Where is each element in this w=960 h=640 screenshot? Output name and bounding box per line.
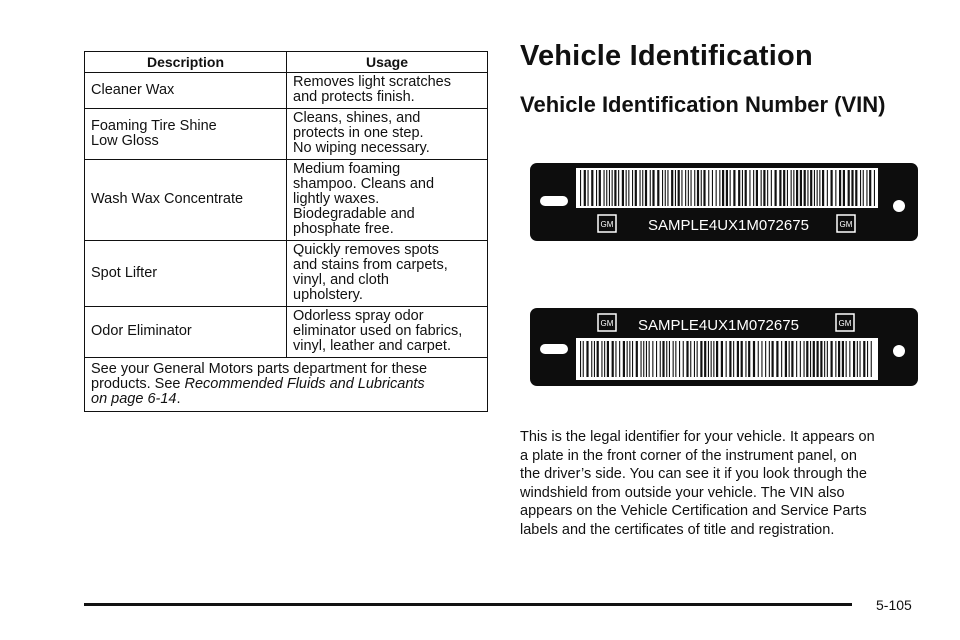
barcode-bar [842, 341, 844, 377]
barcode-bar [745, 170, 747, 206]
barcode-bar [691, 170, 692, 206]
barcode-bar [817, 170, 818, 206]
barcode-bar [775, 170, 777, 206]
barcode-bar [857, 341, 858, 377]
barcode-bar [708, 341, 709, 377]
barcode-bar [733, 341, 734, 377]
barcode-bar [819, 170, 820, 206]
vin-number: SAMPLE4UX1M072675 [638, 317, 799, 334]
barcode-bar [632, 341, 633, 377]
row-description: Odor Eliminator [85, 307, 287, 358]
barcode-bar [591, 170, 593, 206]
barcode-bar [738, 170, 740, 206]
vin-plate-illustration [530, 308, 918, 386]
barcode-bar [771, 170, 772, 206]
barcode-bar [618, 170, 619, 206]
vin-plate-graphic [530, 163, 918, 241]
barcode-bar [721, 341, 723, 377]
table-header-row [85, 52, 488, 73]
barcode-bar [686, 341, 688, 377]
barcode-bar [769, 341, 770, 377]
barcode-bar [871, 341, 872, 377]
barcode-bar [866, 170, 867, 206]
barcode-bar [800, 341, 801, 377]
barcode-bar [704, 341, 706, 377]
row-description: Foaming Tire Shine Low Gloss [85, 109, 287, 160]
barcode-bar [772, 341, 774, 377]
barcode-bar [748, 341, 750, 377]
cross-reference-link-page[interactable]: on page 6-14 [91, 391, 177, 407]
subsection-title: Vehicle Identification Number (VIN) [520, 92, 886, 117]
barcode-bar [848, 170, 850, 206]
vin-plate-illustration [530, 163, 918, 241]
svg-text:GM: GM [600, 319, 614, 328]
barcode-bar [817, 341, 819, 377]
barcode-bar [669, 341, 670, 377]
barcode-bar [580, 170, 581, 206]
barcode-bar [591, 341, 592, 377]
barcode-bar [849, 341, 850, 377]
barcode-bar [606, 170, 607, 206]
plate-rivet-icon [893, 200, 905, 212]
barcode-bar [645, 170, 647, 206]
barcode-bar [711, 341, 712, 377]
barcode-bar [785, 341, 787, 377]
barcode-bar [831, 170, 833, 206]
barcode-bar [776, 341, 778, 377]
barcode-bar [719, 170, 720, 206]
barcode-bar [796, 341, 797, 377]
barcode-bar [588, 170, 589, 206]
barcode-bar [697, 170, 699, 206]
barcode-bar [779, 170, 781, 206]
barcode-bar [646, 341, 647, 377]
barcode-bar [665, 170, 666, 206]
cross-reference-link[interactable]: Recommended Fluids and Lubricants [184, 376, 425, 392]
barcode-bar [662, 170, 663, 206]
barcode-bar [667, 170, 668, 206]
barcode-bar [675, 341, 676, 377]
barcode-bar [636, 341, 638, 377]
barcode-bar [787, 170, 788, 206]
barcode-bar [810, 170, 812, 206]
barcode-bar [688, 170, 689, 206]
barcode-bar [860, 341, 861, 377]
barcode-bar [586, 341, 588, 377]
barcode-bar [612, 170, 613, 206]
table-note-row [85, 358, 488, 412]
barcode-bar [869, 170, 871, 206]
barcode-bar [697, 341, 698, 377]
barcode-bar [726, 170, 728, 206]
row-usage: Quickly removes spots and stains from carpets, vinyl, and cloth upholstery. [287, 241, 488, 307]
barcode-bar [635, 170, 637, 206]
vin-number: SAMPLE4UX1M072675 [648, 217, 809, 234]
barcode-bar [584, 170, 586, 206]
barcode-bar [662, 341, 664, 377]
barcode-bar [758, 341, 759, 377]
barcode-bar [804, 341, 805, 377]
barcode-bar [851, 170, 853, 206]
barcode-bar [855, 170, 857, 206]
row-description: Wash Wax Concentrate [85, 160, 287, 241]
plate-slot-icon [540, 196, 568, 206]
barcode-bar [599, 170, 601, 206]
barcode-bar [838, 341, 840, 377]
barcode-bar [835, 170, 836, 206]
barcode-bar [716, 341, 718, 377]
barcode-bar [604, 341, 605, 377]
barcode-bar [652, 341, 653, 377]
table-row [85, 160, 488, 241]
barcode-bar [860, 170, 861, 206]
barcode-bar [666, 341, 667, 377]
barcode-bar [716, 170, 717, 206]
barcode-bar [627, 341, 628, 377]
barcode-bar [741, 341, 743, 377]
barcode-bar [846, 341, 847, 377]
barcode-bar [675, 170, 676, 206]
barcode-bar [652, 170, 654, 206]
row-usage: Removes light scratches and protects finish. [287, 73, 488, 109]
barcode-bar [730, 170, 731, 206]
barcode-bar [820, 341, 822, 377]
barcode-bar [601, 341, 602, 377]
barcode-bar [694, 341, 695, 377]
barcode-bar [594, 341, 595, 377]
barcode-bar [615, 341, 616, 377]
barcode-bar [607, 341, 609, 377]
barcode-bar [781, 341, 782, 377]
barcode-bar [789, 341, 790, 377]
barcode-bar [650, 170, 651, 206]
barcode-bar [763, 170, 765, 206]
barcode-bar [681, 170, 682, 206]
row-usage: Medium foaming shampoo. Cleans and lightly waxes. Biodegradable and phosphate free. [287, 160, 488, 241]
barcode-bar [640, 170, 641, 206]
barcode-bar [671, 170, 673, 206]
barcode-bar [767, 170, 768, 206]
column-header-description: Description [85, 52, 287, 73]
barcode-bar [628, 170, 629, 206]
barcode-bar [813, 341, 815, 377]
barcode-bar [678, 170, 680, 206]
table-row [85, 73, 488, 109]
barcode-bar [629, 341, 630, 377]
barcode-bar [632, 170, 633, 206]
barcode-bar [827, 170, 828, 206]
barcode-bar [612, 341, 614, 377]
barcode-bar [657, 170, 659, 206]
barcode-bar [626, 170, 627, 206]
section-title: Vehicle Identification [520, 40, 813, 72]
barcode-bar [583, 341, 584, 377]
barcode-bar [796, 170, 798, 206]
column-header-usage: Usage [287, 52, 488, 73]
row-usage: Cleans, shines, and protects in one step. No wiping necessary. [287, 109, 488, 160]
barcode-bar [804, 170, 806, 206]
barcode-bar [810, 341, 811, 377]
svg-text:GM: GM [600, 220, 614, 229]
row-description: Cleaner Wax [85, 73, 287, 109]
barcode-bar [580, 341, 581, 377]
row-usage: Odorless spray odor eliminator used on fabrics, vinyl, leather and carpet. [287, 307, 488, 358]
barcode-bar [690, 341, 691, 377]
barcode-bar [643, 341, 644, 377]
barcode-bar [679, 341, 680, 377]
footer-rule [84, 603, 852, 606]
barcode-bar [765, 341, 766, 377]
barcode-bar [867, 341, 868, 377]
barcode-bar [761, 170, 762, 206]
vin-plate-graphic [530, 308, 918, 386]
barcode-bar [614, 170, 616, 206]
barcode-bar [656, 341, 657, 377]
barcode-bar [807, 170, 808, 206]
barcode-bar [708, 170, 709, 206]
barcode-bar [712, 170, 713, 206]
barcode-bar [824, 341, 825, 377]
barcode-bar [604, 170, 605, 206]
barcode-bar [783, 170, 785, 206]
barcode-bar [726, 341, 727, 377]
svg-text:GM: GM [839, 220, 853, 229]
barcode-bar [642, 170, 643, 206]
barcode-bar [609, 170, 610, 206]
barcode-bar [806, 341, 808, 377]
barcode-bar [683, 341, 684, 377]
barcode-bar [827, 341, 828, 377]
barcode-bar [596, 170, 597, 206]
page-number: 5-105 [876, 597, 912, 613]
vin-description-paragraph: This is the legal identifier for your vehicle. It appears on a plate in the front corner of the instrument panel, on the driver’s side. You can see it if you look through the windshield from outside your vehicle. The VIN also appears on the Vehicle Certification and Service Parts labels and the certificates of title and registration. [520, 429, 875, 538]
barcode-bar [753, 170, 754, 206]
plate-rivet-icon [893, 345, 905, 357]
barcode-bar [745, 341, 746, 377]
barcode-bar [737, 341, 739, 377]
barcode-bar [822, 170, 824, 206]
barcode-bar [874, 170, 875, 206]
barcode-bar [703, 170, 705, 206]
barcode-bar [791, 341, 793, 377]
barcode-bar [733, 170, 735, 206]
barcode-bar [831, 341, 833, 377]
barcode-bar [685, 170, 686, 206]
barcode-bar [597, 341, 599, 377]
plate-slot-icon [540, 344, 568, 354]
barcode-bar [791, 170, 792, 206]
barcode-bar [729, 341, 731, 377]
barcode-bar [863, 341, 865, 377]
barcode-bar [623, 341, 625, 377]
barcode-bar [843, 170, 845, 206]
barcode-bar [660, 341, 661, 377]
table-row [85, 241, 488, 307]
barcode-bar [722, 170, 724, 206]
barcode-bar [753, 341, 755, 377]
barcode-bar [619, 341, 620, 377]
barcode-bar [700, 341, 702, 377]
barcode-bar [673, 341, 674, 377]
barcode-bar [694, 170, 695, 206]
table-row [85, 109, 488, 160]
barcode-bar [863, 170, 864, 206]
barcode-bar [835, 341, 836, 377]
barcode-bar [853, 341, 855, 377]
row-description: Spot Lifter [85, 241, 287, 307]
barcode-bar [622, 170, 624, 206]
barcode-bar [814, 170, 815, 206]
barcode-bar [761, 341, 762, 377]
barcode-bar [839, 170, 841, 206]
barcode-bar [749, 170, 750, 206]
care-products-table [84, 51, 488, 412]
barcode-bar [793, 170, 794, 206]
barcode-bar [800, 170, 802, 206]
barcode-bar [713, 341, 714, 377]
table-row [85, 307, 488, 358]
svg-text:GM: GM [838, 319, 852, 328]
barcode-bar [756, 170, 758, 206]
barcode-bar [649, 341, 650, 377]
barcode-bar [742, 170, 743, 206]
barcode-bar [641, 341, 642, 377]
barcode-bar [701, 170, 702, 206]
table-note: See your General Motors parts department for these products. See Recommended Fluids and Lubricants on page 6-14. [85, 358, 488, 412]
